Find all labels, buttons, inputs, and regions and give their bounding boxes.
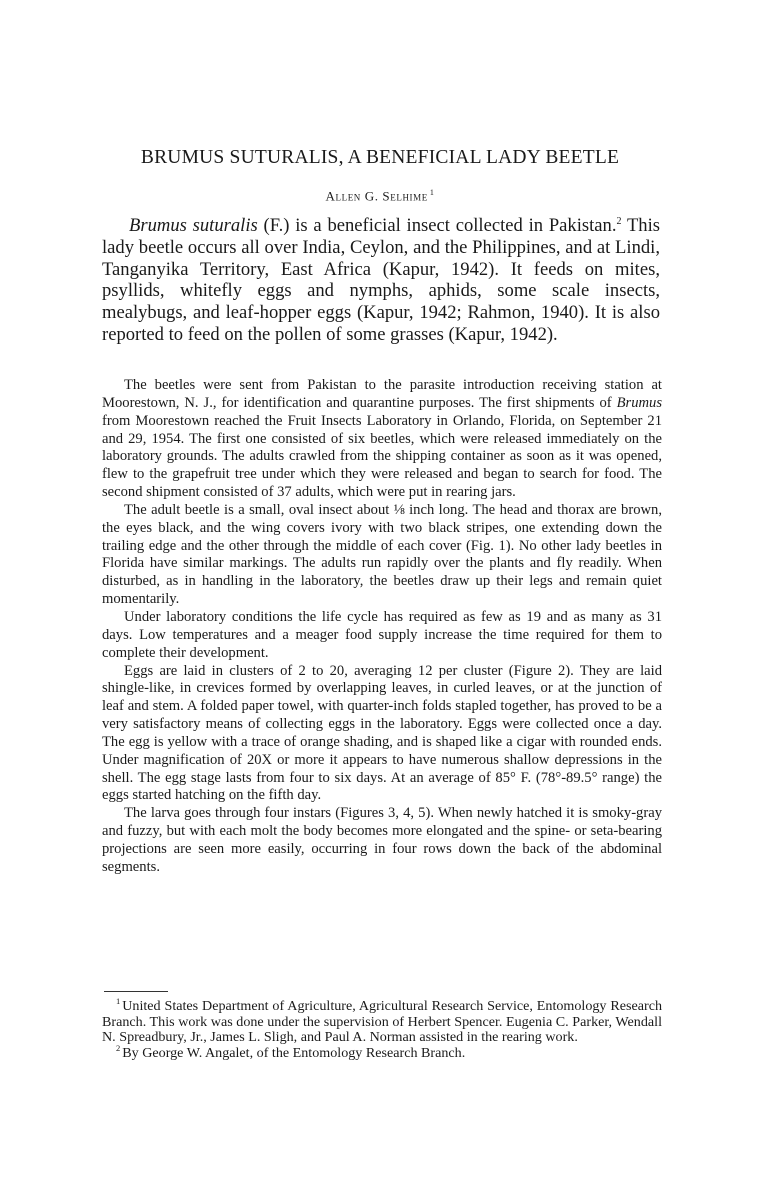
paragraph-adult: The adult beetle is a small, oval insect about ⅛ inch long. The head and thorax are brown, the eyes black, and the wing covers ivory with two black stripes, one extending down the trailing edge and the other through the middle of each cover (Fig. 1). No other lady beetles in Florida have similar markings. The adults run rapidly over the plants and fly readily. When disturbed, as in handling in the laboratory, the beetles draw up their legs and remain quiet momentarily. bbox=[102, 501, 662, 608]
intro-sentence-2: This lady beetle occurs all over India, Ceylon, and the Philippines, and at Lindi, Tanganyika Territory, East Africa (Kapur, 1942). It feeds on mites, psyllids, whitefly eggs and nymphs, aphids, some scale insects, mealybugs, and leaf-hopper eggs (Kapur, 1942; Rahmon, 1940). It is also reported to feed on the pollen of some grasses (Kapur, 1942). bbox=[102, 215, 661, 345]
intro-sentence-1: (F.) is a beneficial insect collected in Pakistan. bbox=[263, 215, 617, 236]
article-title: BRUMUS SUTURALIS, A BENEFICIAL LADY BEETLE bbox=[140, 147, 620, 168]
paragraph-life-cycle: Under laboratory conditions the life cycle has required as few as 19 and as many as 31 days. Low temperatures and a meager food supply increase the time required for them to complete their development. bbox=[102, 608, 662, 661]
paragraph-shipments-part-a: The beetles were sent from Pakistan to the parasite introduction receiving station at Moorestown, N. J., for identification and quarantine purposes. The first shipments of bbox=[102, 377, 662, 411]
paragraph-shipments-part-b: from Moorestown reached the Fruit Insects Laboratory in Orlando, Florida, on September 21 and 29, 1954. The first one consisted of six beetles, which were released immediately on the laboratory grounds. The adults crawled from the shipping container as soon as it was opened, flew to the grapefruit tree under which they were released and began to search for food. The second shipment consisted of 37 adults, which were put in rearing jars. bbox=[102, 412, 662, 501]
paragraph-eggs: Eggs are laid in clusters of 2 to 20, averaging 12 per cluster (Figure 2). They are laid shingle-like, in crevices formed by overlapping leaves, in curled leaves, or at the junction of leaf and stem. A folded paper towel, with quarter-inch folds stapled together, has proved to be a very satisfactory means of collecting eggs in the laboratory. Eggs were collected once a day. The egg is yellow with a trace of orange shading, and is shaped like a cigar with rounded ends. Under magnification of 20X or more it appears to have numerous shallow depressions in the shell. The egg stage lasts from four to six days. At an average of 85° F. (78°-89.5° range) the eggs started hatching on the fifth day. bbox=[102, 662, 662, 804]
species-name: Brumus suturalis bbox=[129, 215, 258, 236]
author-line bbox=[0, 184, 760, 205]
footnote-1-text: United States Department of Agriculture, Agricultural Research Service, Entomology Research Branch. This work was done under the supervision of Herbert Spencer. Eugenia C. Parker, Wendall N. Spreadbury, Jr., James L. Sligh, and Paul A. Norman assisted in the rearing work. bbox=[102, 998, 662, 1046]
footnote-1-number: 1 bbox=[116, 996, 121, 1007]
paragraph-larva: The larva goes through four instars (Figures 3, 4, 5). When newly hatched it is smoky-gray and fuzzy, but with each molt the body becomes more elongated and the spine- or seta-bearing projections are seen more easily, occurring in four rows down the back of the abdominal segments. bbox=[102, 805, 662, 875]
author-footnote-ref: 1 bbox=[429, 188, 435, 197]
footnote-1 bbox=[102, 996, 662, 1046]
genus-name: Brumus bbox=[616, 394, 662, 411]
intro-paragraph bbox=[102, 215, 660, 346]
author-name: Allen G. Selhime bbox=[325, 188, 428, 204]
footnote-2 bbox=[102, 1043, 662, 1062]
footnotes bbox=[102, 996, 662, 1062]
body-text bbox=[102, 377, 662, 877]
footnote-divider bbox=[104, 991, 168, 992]
footnote-2-text: By George W. Angalet, of the Entomology Research Branch. bbox=[122, 1045, 466, 1062]
intro-text bbox=[102, 215, 660, 346]
intro-footnote-ref: 2 bbox=[616, 215, 622, 227]
paragraph-shipments bbox=[102, 377, 662, 502]
footnote-2-number: 2 bbox=[116, 1043, 121, 1054]
